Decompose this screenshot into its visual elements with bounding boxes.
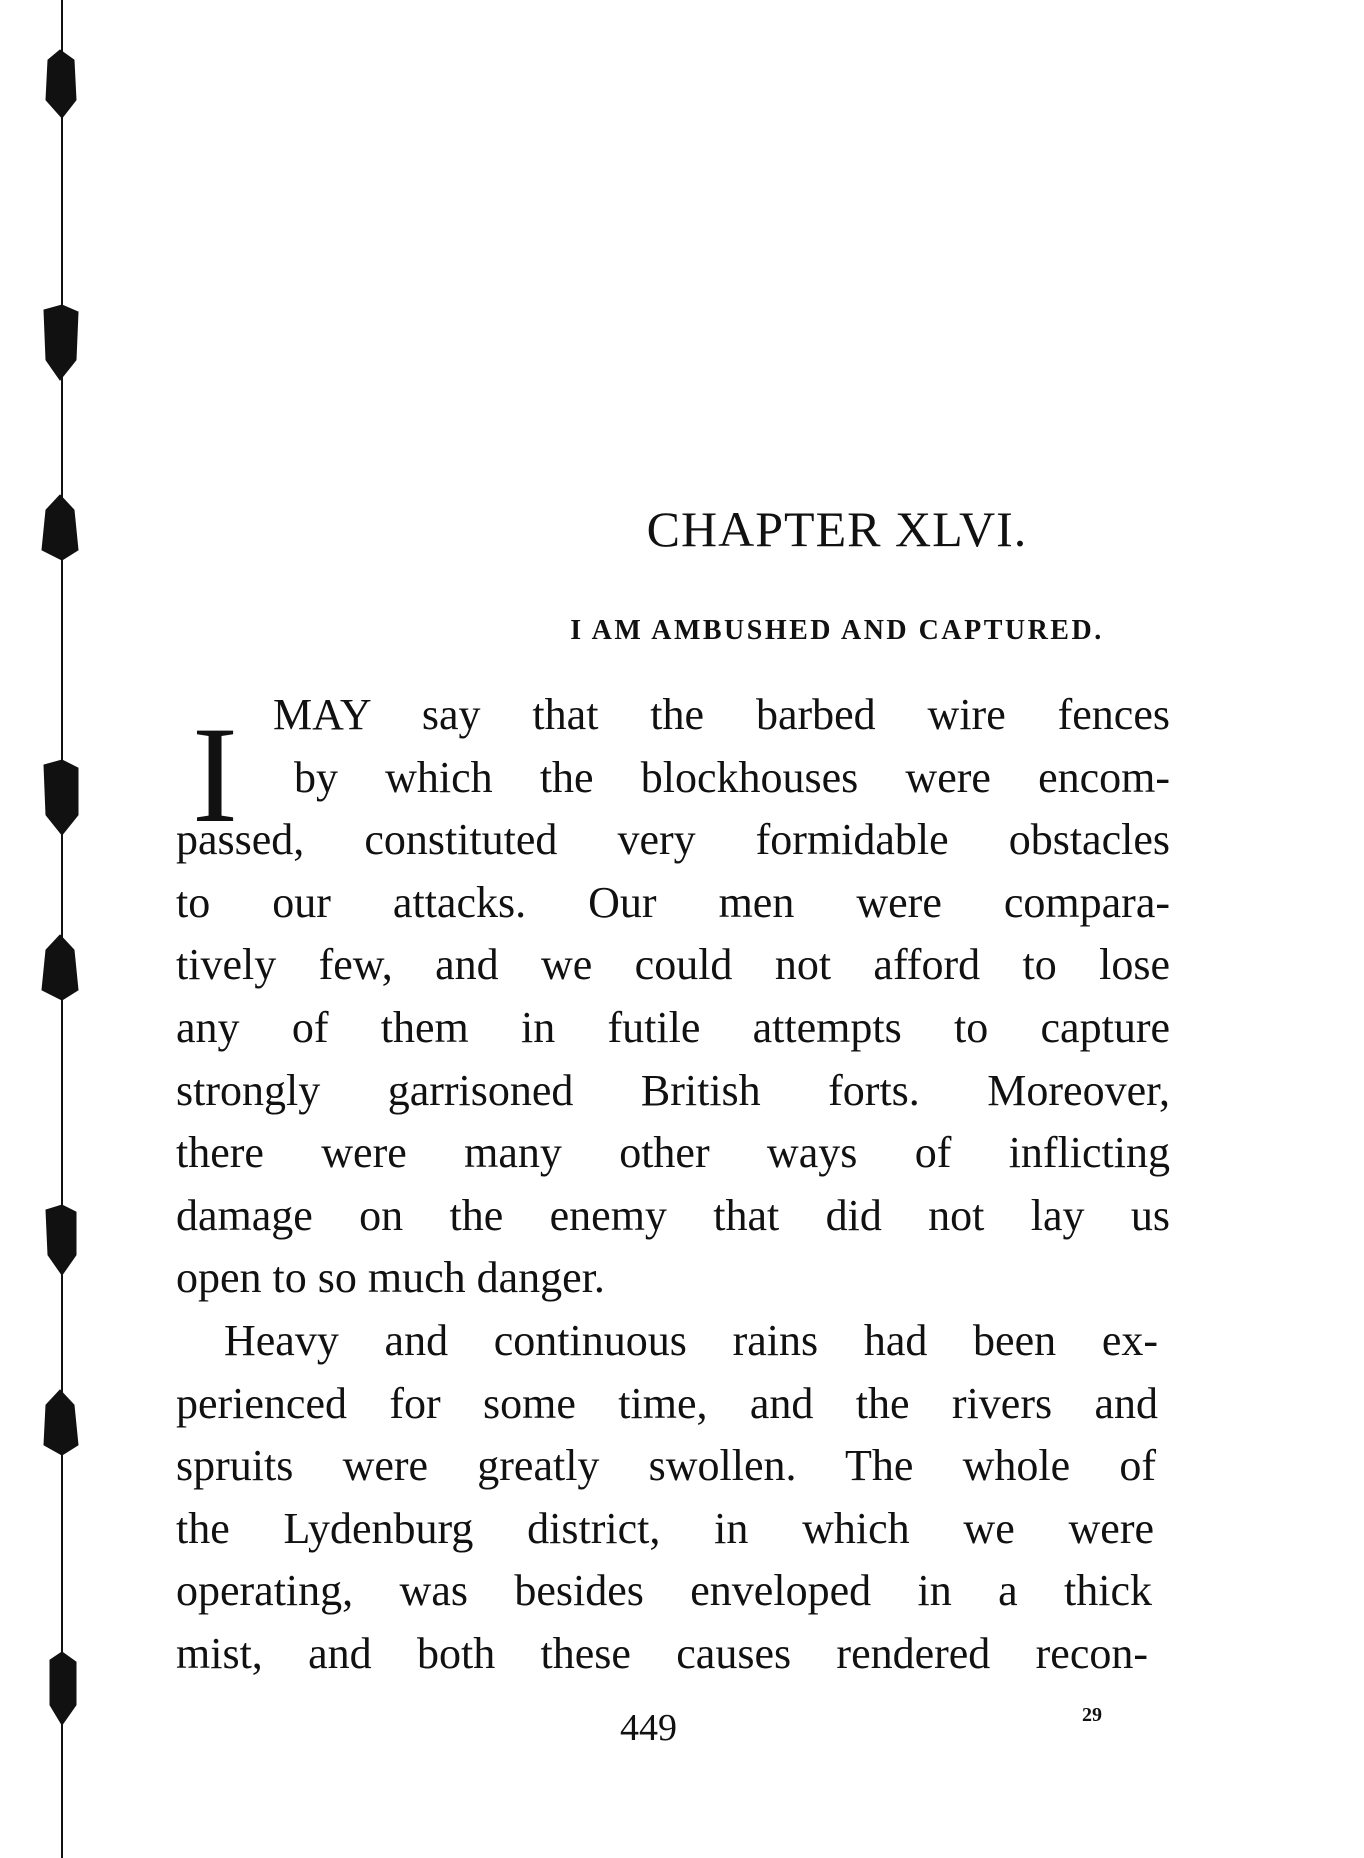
body-text xyxy=(176,684,1170,1686)
text-line: perienced for some time, and the rivers and xyxy=(176,1378,1158,1428)
text-line: strongly garrisoned British forts. Moreover, xyxy=(176,1065,1170,1115)
text-line: operating, was besides enveloped in a thick xyxy=(176,1566,1152,1616)
binding-ornament-icon xyxy=(44,760,78,835)
text-line: mist, and both these causes rendered recon- xyxy=(176,1628,1148,1678)
text-line: to our attacks. Our men were compara- xyxy=(176,877,1170,927)
signature-mark: 29 xyxy=(1082,1704,1102,1726)
binding-ornament-icon xyxy=(50,1652,76,1725)
text-line: Heavy and continuous rains had been ex- xyxy=(224,1315,1158,1365)
binding-ornament-icon xyxy=(42,935,78,1000)
text-line: spruits were greatly swollen. The whole of xyxy=(176,1441,1156,1491)
text-line: passed, constituted very formidable obstacles xyxy=(176,815,1170,865)
drop-cap: I xyxy=(192,698,238,851)
text-line: by which the blockhouses were encom- xyxy=(294,752,1170,802)
text-line: the Lydenburg district, in which we were xyxy=(176,1503,1154,1553)
page-number: 449 xyxy=(620,1707,677,1749)
text-line: tively few, and we could not afford to lose xyxy=(176,940,1170,990)
binding-ornament-icon xyxy=(44,1390,78,1455)
binding-ornament-icon xyxy=(44,305,78,380)
chapter-title: CHAPTER XLVI. xyxy=(646,501,1028,557)
text-line: there were many other ways of inflicting xyxy=(176,1128,1170,1178)
text-line: any of them in futile attempts to capture xyxy=(176,1002,1170,1052)
text-line: open to so much danger. xyxy=(176,1253,605,1303)
text-line: damage on the enemy that did not lay us xyxy=(176,1190,1170,1240)
binding-ornament-icon xyxy=(46,50,76,118)
chapter-subtitle: I AM AMBUSHED AND CAPTURED. xyxy=(570,615,1104,646)
binding-ornaments xyxy=(0,0,110,1858)
text-line: MAY say that the barbed wire fences xyxy=(273,690,1170,739)
binding-ornament-icon xyxy=(46,1205,76,1275)
